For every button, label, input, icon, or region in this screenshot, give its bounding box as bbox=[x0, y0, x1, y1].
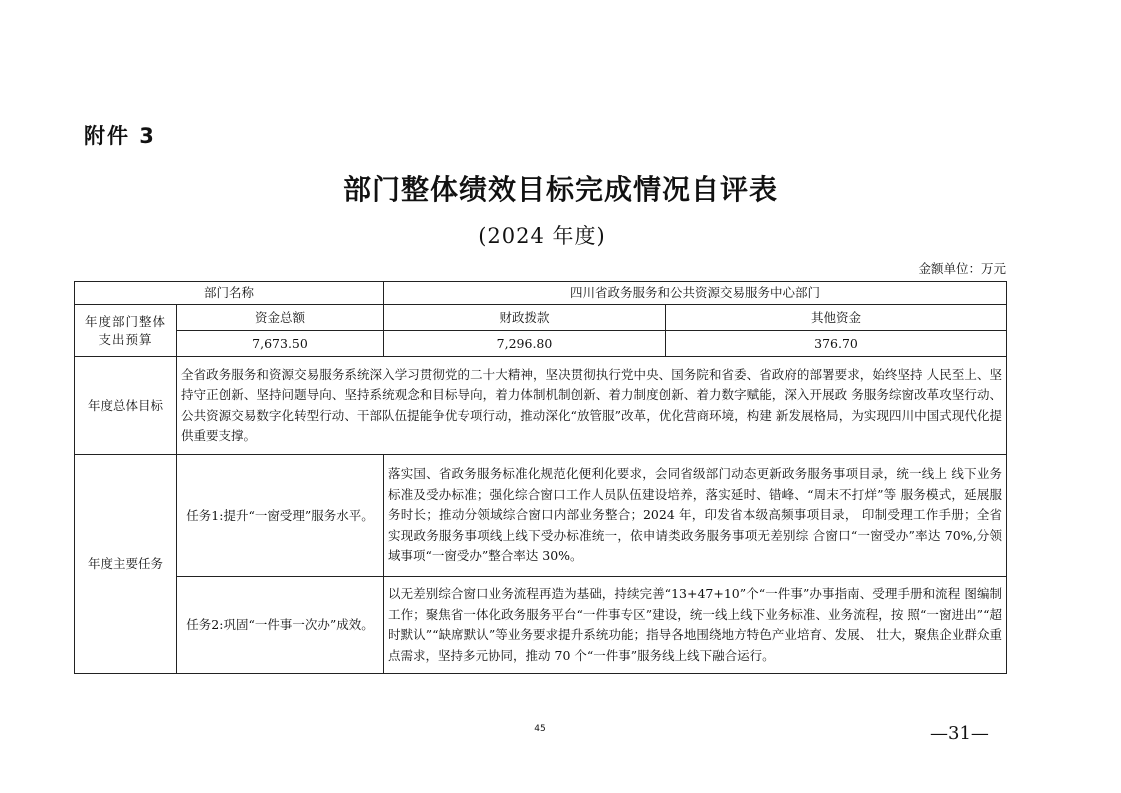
self-evaluation-table bbox=[74, 281, 1007, 674]
fiscal-funds-header: 财政拨款 bbox=[384, 305, 666, 331]
task1-name: 任务1:提升“一窗受理”服务水平。 bbox=[177, 455, 384, 577]
main-tasks-label: 年度主要任务 bbox=[75, 455, 177, 674]
budget-label bbox=[75, 305, 177, 357]
table-row bbox=[75, 331, 1007, 357]
other-funds-value: 376.70 bbox=[666, 331, 1007, 357]
task2-text: 以无差别综合窗口业务流程再造为基础，持续完善“13+47+10”个“一件事”办事指南、受理手册和流程 图编制工作；聚焦省一体化政务服务平台“一件事专区”建设，统一线上线下业务标准、业务流程，按 照“一窗进出”“超时默认”“缺席默认”等业务要求提升系统功能；指导各地围绕地方特色产业培育、发展、 壮大，聚焦企业群众重点需求，坚持多元协同，推动 70 个“一件事”服务线上线下融合运行。 bbox=[384, 577, 1007, 674]
table-row bbox=[75, 455, 1007, 577]
page-title: 部门整体绩效目标完成情况自评表 bbox=[342, 173, 778, 206]
total-funds-value: 7,673.50 bbox=[177, 331, 384, 357]
amount-unit: 金额单位：万元 bbox=[918, 261, 1006, 276]
dept-name-label: 部门名称 bbox=[75, 282, 384, 305]
dept-name-value: 四川省政务服务和公共资源交易服务中心部门 bbox=[384, 282, 1007, 305]
table-row bbox=[75, 357, 1007, 455]
budget-label-line1: 年度部门整体 bbox=[84, 313, 166, 329]
table-row bbox=[75, 305, 1007, 331]
task2-name: 任务2:巩固“一件事一次办”成效。 bbox=[177, 577, 384, 674]
task1-text: 落实国、省政务服务标准化规范化便利化要求，会同省级部门动态更新政务服务事项目录，统一线上 线下业务标准及受办标准；强化综合窗口工作人员队伍建设培养，落实延时、错峰、“周末不打烊”等 服务模式，延展服务时长；推动分领域综合窗口内部业务整合；2024 年，印发省本级高频事项目录， 印制受理工作手册；全省实现政务服务事项线上线下受办标准统一，依申请类政务服务事项无差别综 合窗口“一窗受办”率达 70%,分领域事项“一窗受办”整合率达 30%。 bbox=[384, 455, 1007, 577]
total-funds-header: 资金总额 bbox=[177, 305, 384, 331]
budget-label-line2: 支出预算 bbox=[98, 331, 153, 347]
annual-goal-text: 全省政务服务和资源交易服务系统深入学习贯彻党的二十大精神，坚决贯彻执行党中央、国务院和省委、省政府的部署要求，始终坚持 人民至上、坚持守正创新、坚持问题导向、坚持系统观念和目标导向，着力体制机制创新、着力制度创新、着力数字赋能，深入开展政 务服务综窗改革攻坚行动、公共资源交易数字化转型行动、干部队伍提能争优专项行动，推动深化“放管服”改革，优化营商环境，构建 新发展格局，为实现四川中国式现代化提供重要支撑。 bbox=[177, 357, 1007, 455]
annual-goal-label: 年度总体目标 bbox=[75, 357, 177, 455]
page-footer-mark: —31— bbox=[930, 723, 989, 744]
attachment-label: 附件 3 bbox=[84, 124, 156, 148]
table-row bbox=[75, 282, 1007, 305]
table-row bbox=[75, 577, 1007, 674]
other-funds-header: 其他资金 bbox=[666, 305, 1007, 331]
fiscal-funds-value: 7,296.80 bbox=[384, 331, 666, 357]
year-subtitle: (2024 年度) bbox=[478, 224, 606, 248]
page-number: 45 bbox=[534, 724, 546, 734]
